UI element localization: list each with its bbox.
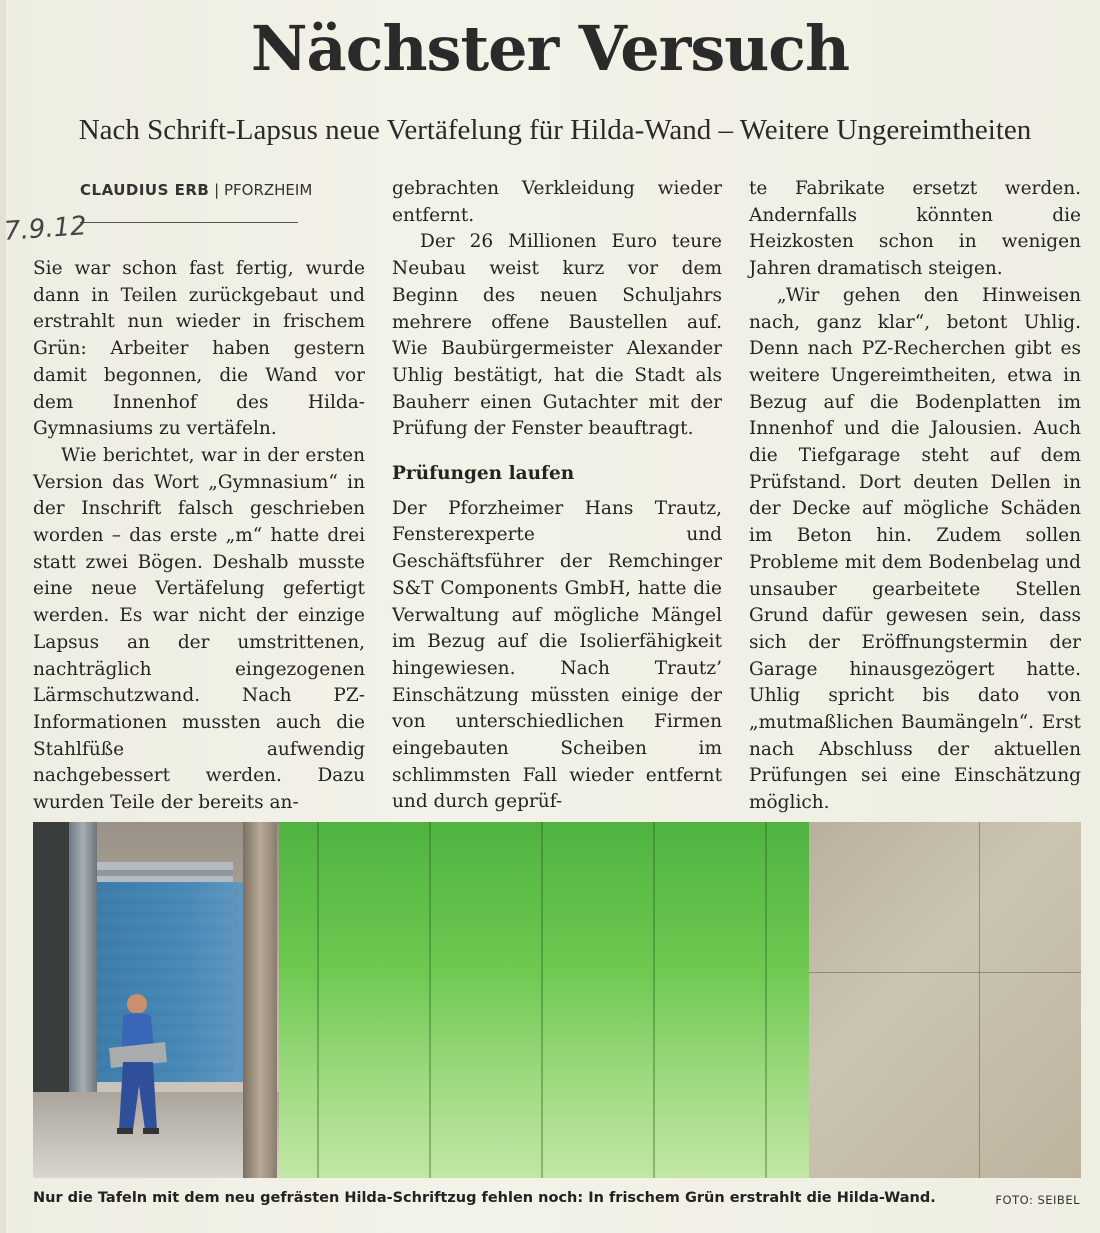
article-photo: [33, 822, 1081, 1178]
subheadline: Nach Schrift-Lapsus neue Vertäfelung für Hilda-Wand – Weitere Ungereimtheiten: [78, 114, 1032, 146]
headline: Nächster Versuch: [250, 12, 850, 85]
photo-pillar: [69, 822, 97, 1122]
dateline-location: PFORZHEIM: [223, 181, 313, 199]
photo-caption: Nur die Tafeln mit dem neu gefrästen Hilda-Schriftzug fehlen noch: In frischem Grün erstrahlt die Hilda-Wand.: [33, 1190, 936, 1206]
wall-panel-seam: [541, 822, 543, 1178]
wall-panel-seam: [653, 822, 655, 1178]
author-name: CLAUDIUS ERB: [80, 181, 210, 199]
handwritten-date-note: 7.9.12: [3, 211, 88, 247]
paragraph: te Fabrikate ersetzt werden. Andernfalls könnten die Heizkosten schon in wenigen Jahren dramatisch steigen.: [749, 178, 1081, 280]
byline-separator: |: [209, 181, 224, 199]
article-column-3: [749, 176, 1081, 817]
paragraph: gebrachten Verkleidung wieder entfernt.: [392, 178, 722, 226]
concrete-joint: [809, 972, 1081, 973]
article-column-2: [392, 176, 722, 816]
article-column-1: [33, 256, 365, 817]
photo-credit: FOTO: SEIBEL: [995, 1193, 1080, 1207]
paragraph: „Wir gehen den Hinweisen nach, ganz klar“, betont Uhlig. Denn nach PZ-Recherchen gibt es weitere Ungereimtheiten, etwa in Bezug auf die Bodenplatten im Innenhof und die Jalousien. Auch die Tiefgarage steht auf dem Prüfstand. Dort deuten Dellen in der Decke auf mögliche Schäden im Beton hin. Zudem sollen Probleme mit dem Bodenbelag und unsauber gearbeitete Stellen Grund dafür gewesen sein, dass sich der Eröffnungstermin der Garage hinausgezögert hatte. Uhlig spricht bis dato von „mutmaßlichen Baumängeln“. Erst nach Abschluss der aktuellen Prüfungen sei eine Einschätzung möglich.: [749, 284, 1081, 814]
photo-concrete-wall: [809, 822, 1081, 1178]
photo-green-wall: [279, 822, 809, 1178]
byline-rule: [80, 222, 298, 223]
byline: [80, 181, 312, 199]
paragraph: Sie war schon fast fertig, wurde dann in Teilen zurückgebaut und erstrahlt nun wieder in frischem Grün: Arbeiter haben gestern damit begonnen, die Wand vor dem Innenhof des Hilda-Gymnasiums zu vertäfeln.: [33, 258, 365, 440]
clipping-edge: [0, 0, 6, 1233]
paragraph: Der Pforzheimer Hans Trautz, Fensterexperte und Geschäftsführer der Remchinger S&T Components GmbH, hatte die Verwaltung auf mögliche Mängel im Bezug auf die Isolierfähigkeit hingewiesen. Nach Trautz’ Einschätzung müssten einige der von unterschiedlichen Firmen eingebauten Scheiben im schlimmsten Fall wieder entfernt und durch geprüf-: [392, 497, 722, 813]
wall-panel-seam: [765, 822, 767, 1178]
wall-panel-seam: [317, 822, 319, 1178]
paragraph: Der 26 Millionen Euro teure Neubau weist kurz vor dem Beginn des neuen Schuljahrs mehrere offene Baustellen auf. Wie Baubürgermeister Alexander Uhlig bestätigt, hat die Stadt als Bauherr einen Gutachter mit der Prüfung der Fenster beauftragt.: [392, 231, 722, 440]
subheading: Prüfungen laufen: [392, 463, 575, 485]
photo-worker: [99, 990, 169, 1140]
concrete-joint: [979, 822, 980, 1178]
wall-panel-seam: [429, 822, 431, 1178]
photo-pillar: [243, 822, 277, 1178]
paragraph: Wie berichtet, war in der ersten Version das Wort „Gymnasium“ in der Inschrift falsch geschrieben worden – das erste „m“ hatte drei statt zwei Bögen. Deshalb musste eine neue Vertäfelung gefertigt werden. Es war nicht der einzige Lapsus an der umstrittenen, nachträglich eingezogenen Lärmschutzwand. Nach PZ-Informationen mussten auch die Stahlfüße aufwendig nachgebessert werden. Dazu wurden Teile der bereits an-: [33, 444, 365, 814]
